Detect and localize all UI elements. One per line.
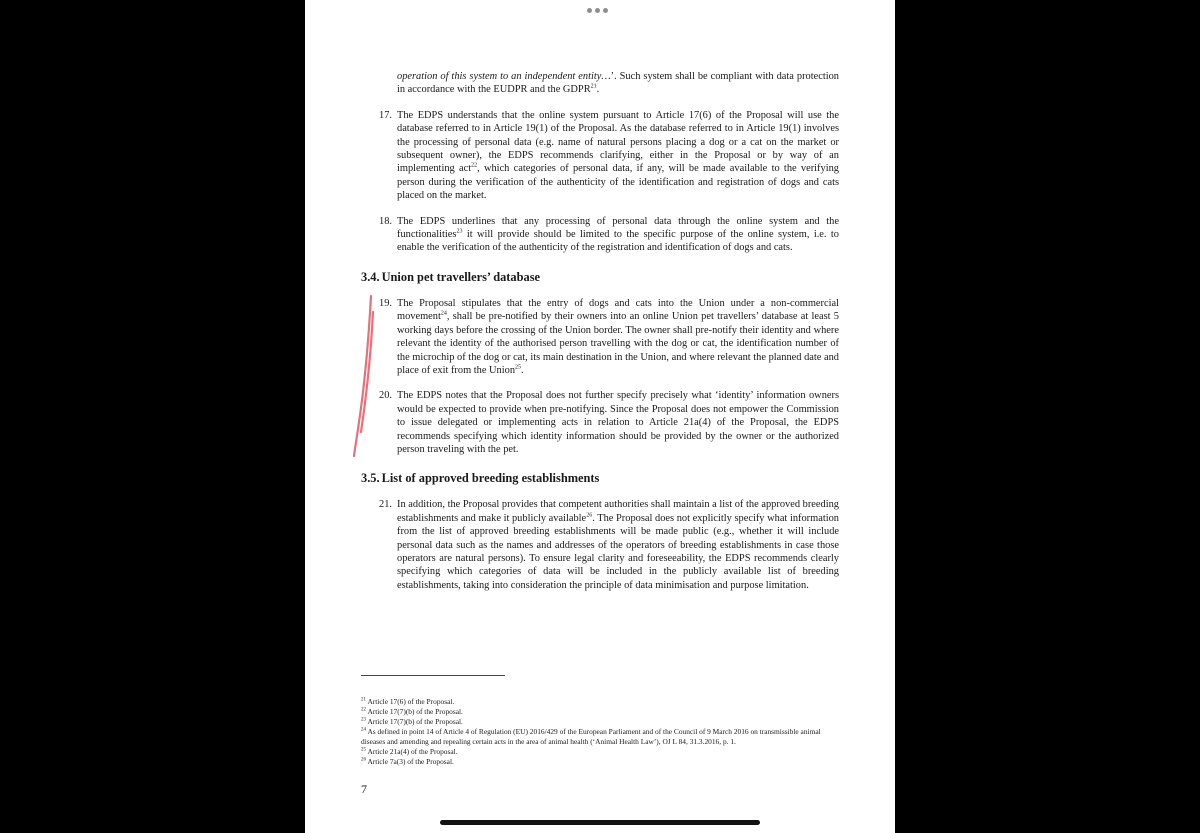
- section-heading-3-5: [361, 470, 839, 486]
- section-title: List of approved breeding establishments: [381, 471, 600, 486]
- handwritten-annotation: [345, 292, 375, 462]
- footnote-text: Article 17(6) of the Proposal.: [367, 697, 455, 706]
- footnote-text: Article 21a(4) of the Proposal.: [367, 747, 458, 756]
- numbered-paragraph: [361, 297, 839, 377]
- page-number: 7: [361, 782, 367, 796]
- footnote: [361, 747, 839, 757]
- paragraph-text: , which categories of personal data, if any, will be made available to the verifying person during the verification of the authenticity of the identification and registration of dogs and cats placed on the market.: [397, 163, 839, 202]
- footnote-ref[interactable]: 26: [586, 512, 593, 519]
- paragraph-number: 19.: [379, 297, 392, 309]
- footnote-number: 22: [361, 707, 366, 713]
- paragraph-text: The EDPS underlines that any processing of personal data through the online system and the functionalities: [397, 215, 839, 241]
- footnote-number: 21: [361, 697, 366, 703]
- paragraph-text: it will provide should be limited to the specific purpose of the online system, i.e. to enable the verification of the authenticity of the registration and identification of dogs and cats.: [397, 229, 839, 254]
- footnote: [361, 757, 839, 767]
- numbered-paragraph: [361, 215, 839, 255]
- footnote-ref[interactable]: 24: [440, 310, 447, 317]
- footnote-number: 26: [361, 757, 366, 763]
- footnote: [361, 697, 839, 707]
- document-page: [305, 0, 895, 833]
- paragraph-text: .: [521, 364, 524, 376]
- footnote-text: As defined in point 14 of Article 4 of Regulation (EU) 2016/429 of the European Parliament and of the Council of 9 March 2016 on transmissible animal diseases and amending and repealing certain acts in the area of animal health (‘Animal Health Law’), OJ L 84, 31.3.2016, p. 1.: [361, 727, 821, 746]
- footnote-text: Article 17(7)(b) of the Proposal.: [367, 717, 463, 726]
- section-heading-3-4: [361, 269, 839, 285]
- paragraph-number: 21.: [379, 499, 392, 511]
- paragraph-number: 17.: [379, 109, 392, 121]
- footnote: [361, 727, 839, 747]
- footnote-number: 25: [361, 747, 366, 753]
- paragraph-number: 20.: [379, 390, 392, 402]
- footnote-number: 24: [361, 727, 366, 733]
- paragraph-text: In addition, the Proposal provides that competent authorities shall maintain a list of the approved breeding establishments and make it publicly available: [397, 499, 839, 524]
- paragraph-text: The Proposal stipulates that the entry of dogs and cats into the Union under a non-commercial movement: [397, 297, 839, 323]
- footnote-ref[interactable]: 25: [515, 364, 522, 371]
- continuation-paragraph: [361, 70, 839, 97]
- footnote: [361, 717, 839, 727]
- paragraph-text: , shall be pre-notified by their owners into an online Union pet travellers’ database at least 5 working days before the crossing of the Union border. The owner shall pre-notify their identity and where relevant the identity of the authorised person travelling with the dog or cat, the identification number of the microchip of the dog or cat, its main destination in the Union, and where relevant the planned date and place of exit from the Union: [397, 311, 839, 376]
- paragraph-text: The EDPS understands that the online system pursuant to Article 17(6) of the Proposal will use the database referred to in Article 19(1) of the Proposal. As the database referred to in Article 19(1) involves the processing of personal data (e.g. name of natural persons placing a dog or a cat on the market or subsequent owner), the EDPS recommends clarifying, either in the Proposal or by way of an implementing act: [397, 109, 839, 175]
- numbered-paragraph: [361, 498, 839, 592]
- footnote-text: Article 17(7)(b) of the Proposal.: [367, 707, 463, 716]
- continuation-italic: operation of this system to an independent entity…: [397, 71, 611, 82]
- footnote-number: 23: [361, 717, 366, 723]
- footnote-ref[interactable]: 22: [471, 162, 478, 169]
- numbered-paragraph: [361, 109, 839, 203]
- footnote-ref[interactable]: 23: [456, 228, 463, 235]
- paragraph-text: . The Proposal does not explicitly specify what information from the list of approved breeding establishments will be made public (e.g., whether it will include personal data such as the names and addresses of the operators of breeding establishments in case those operators are natural persons). To ensure legal clarity and foreseeability, the EDPS recommends clearly specifying which categories of data will be included in the publicly available list of breeding establishments, taking into consideration the principle of data minimisation and purpose limitation.: [397, 512, 840, 591]
- section-number: 3.5.: [361, 471, 380, 486]
- paragraphs-3-4: [361, 297, 839, 456]
- numbered-paragraph: [361, 389, 839, 456]
- footnote-divider: [361, 675, 505, 676]
- paragraph-number: 18.: [379, 215, 392, 227]
- paragraphs-3-5: [361, 498, 839, 592]
- document-body: [361, 70, 839, 604]
- ellipsis-icon[interactable]: [587, 8, 608, 13]
- footnote-ref[interactable]: 21: [590, 83, 597, 90]
- paragraphs-before: [361, 109, 839, 255]
- section-number: 3.4.: [361, 269, 380, 284]
- paragraph-text: The EDPS notes that the Proposal does not further specify precisely what ‘identity’ information owners would be expected to provide when pre-notifying. Since the Proposal does not empower the Commission to issue delegated or implementing acts in relation to Article 21a(4) of the Proposal, the EDPS recommends specifying which identity information should be provided by the owner or the authorized person traveling with the pet.: [397, 390, 839, 455]
- section-title: Union pet travellers’ database: [381, 269, 541, 284]
- footnotes: [361, 697, 839, 767]
- continuation-text: ’. Such system shall be compliant with data protection in accordance with the EUDPR and the GDPR: [397, 71, 839, 96]
- home-indicator[interactable]: [440, 820, 760, 825]
- footnote: [361, 707, 839, 717]
- footnote-text: Article 7a(3) of the Proposal.: [367, 757, 454, 766]
- annotation-stroke: [354, 296, 373, 456]
- continuation-end: .: [596, 84, 600, 96]
